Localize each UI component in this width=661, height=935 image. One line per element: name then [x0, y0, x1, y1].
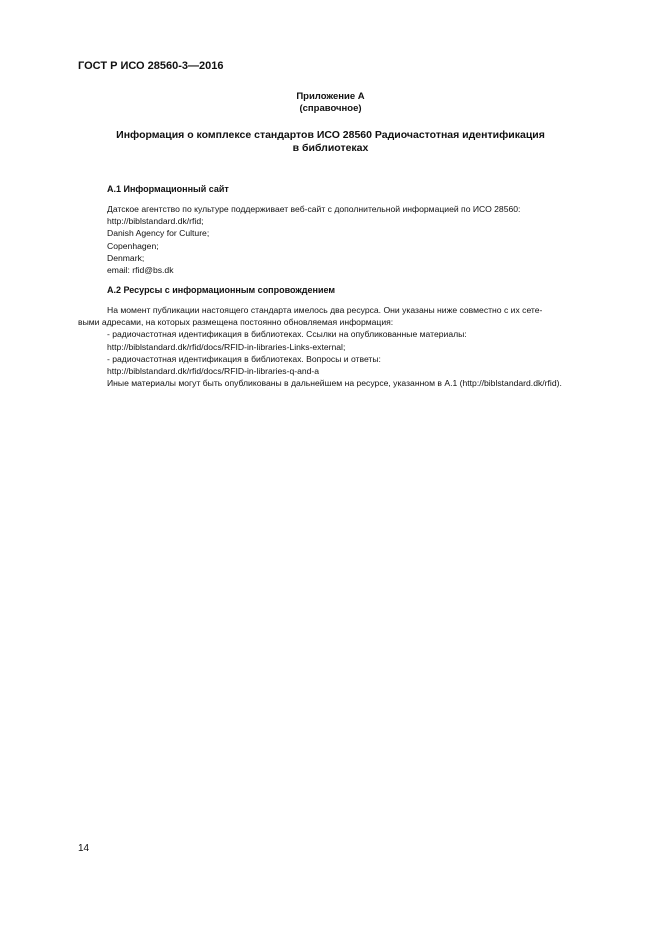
section-a1-line: Датское агентство по культуре поддерживает веб-сайт с дополнительной информацией по ИСО 28560:	[107, 204, 521, 214]
section-a2-line: - радиочастотная идентификация в библиотеках. Ссылки на опубликованные материалы:	[107, 329, 467, 340]
section-a2-body	[78, 304, 562, 389]
section-a1-line: Denmark;	[107, 252, 145, 263]
section-a2-line: На момент публикации настоящего стандарта имелось два ресурса. Они указаны ниже совместно с их сете-	[107, 305, 543, 315]
page-number: 14	[78, 843, 90, 854]
section-a1-line: email: rfid@bs.dk	[107, 265, 174, 276]
section-a2-heading: А.2 Ресурсы с информационным сопровождением	[107, 285, 336, 295]
section-a1-heading: А.1 Информационный сайт	[107, 184, 229, 194]
annex-title-line-1: Информация о комплексе стандартов ИСО 28560 Радиочастотная идентификация	[116, 129, 545, 141]
section-a1-body	[107, 203, 520, 276]
annex-type: (справочное)	[299, 103, 362, 114]
section-a2-line: Иные материалы могут быть опубликованы в дальнейшем на ресурсе, указанном в А.1 (http://biblstandard.dk/rfid).	[107, 378, 562, 389]
section-a1-line: Copenhagen;	[107, 240, 159, 251]
section-a2-line: http://biblstandard.dk/rfid/docs/RFID-in-libraries-q-and-a	[107, 366, 320, 377]
section-a1-line: Danish Agency for Culture;	[107, 228, 210, 239]
annex-heading	[0, 91, 661, 115]
annex-title-line-2: в библиотеках	[292, 142, 369, 154]
annex-title	[0, 129, 661, 155]
section-a2-line: выми адресами, на которых размещена постоянно обновляемая информация:	[78, 317, 394, 328]
section-a1-line: http://biblstandard.dk/rfid;	[107, 216, 204, 227]
section-a2-line: http://biblstandard.dk/rfid/docs/RFID-in-libraries-Links-external;	[107, 341, 346, 352]
section-a2-line: - радиочастотная идентификация в библиотеках. Вопросы и ответы:	[107, 353, 381, 364]
document-header: ГОСТ Р ИСО 28560-3—2016	[78, 60, 224, 72]
annex-label: Приложение А	[296, 91, 365, 102]
